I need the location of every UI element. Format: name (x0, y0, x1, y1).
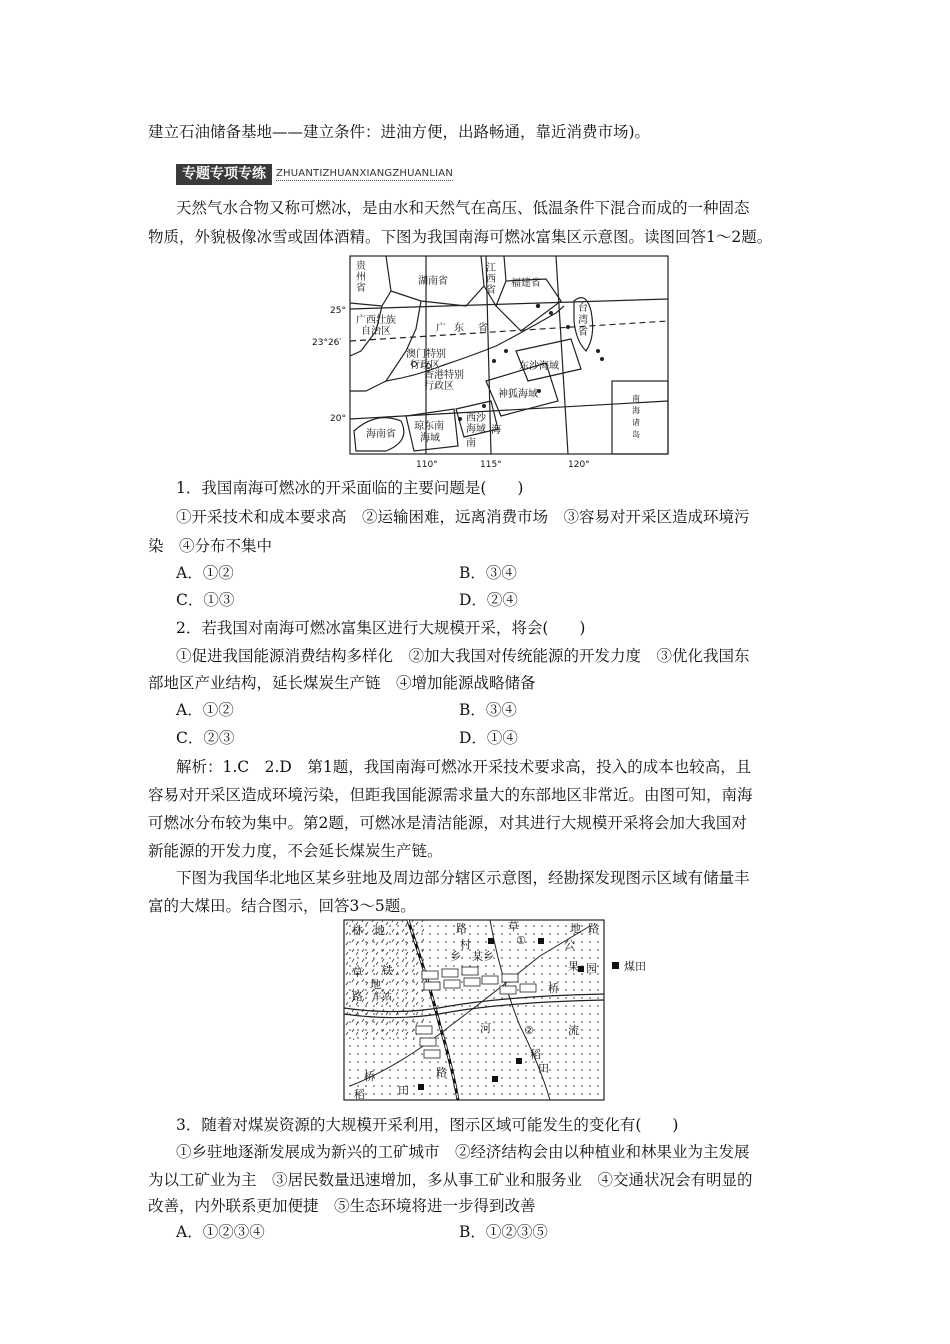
q2-choice-c: C．②③ (176, 729, 235, 747)
map1-inset-label: 诸 (632, 418, 640, 427)
banner-label: 专题专项专练 (176, 164, 272, 185)
map2-label: 草 (508, 920, 519, 933)
map2-label: 稻 (354, 1088, 365, 1101)
map2-label: 桥 (364, 1070, 375, 1083)
analysis-line1: 解析：1.C 2.D 第1题，我国南海可燃冰开采技术要求高，投入的成本也较高，且 (176, 758, 752, 776)
map1-label: 海域 (466, 424, 486, 435)
banner-subtitle: ZHUANTIZHUANXIANGZHUANLIAN (276, 167, 454, 179)
map1-label: 东沙海域 (519, 361, 559, 372)
passage2-line2: 富的大煤田。结合图示，回答3～5题。 (148, 897, 416, 915)
map1-label: 江 (486, 263, 496, 274)
lon-label: 110° (416, 460, 438, 470)
map2-label: 车站 (372, 992, 392, 1003)
lat-label: 25° (330, 306, 346, 316)
q1-choice-c: C．①③ (176, 591, 235, 609)
lon-label: 120° (568, 460, 590, 470)
analysis-line3: 可燃冰分布较为集中。第2题，可燃冰是清洁能源，对其进行大规模开采将会加大我国对 (148, 814, 747, 832)
analysis-line2: 容易对开采区造成环境污染，但距我国能源需求量大的东部地区非常近。由图可知，南海 (148, 786, 753, 804)
map1-label: 湖南省 (418, 276, 448, 287)
map1-label: 海南省 (366, 429, 396, 440)
map1-label: 东 (454, 323, 464, 334)
map1-label: 西 (486, 274, 496, 285)
map2-label: 林 (352, 924, 363, 937)
map2-label: 田 (398, 1084, 409, 1097)
map2-label: 流 (568, 1024, 579, 1037)
map1-inset-label: 岛 (632, 430, 640, 439)
passage2-line1: 下图为我国华北地区某乡驻地及周边部分辖区示意图，经勘探发现图示区域有储量丰 (176, 869, 750, 887)
map1-label: 海域 (420, 433, 440, 444)
map2-label: 地 (570, 922, 581, 935)
south-china-sea-map (306, 251, 676, 471)
q3-options-line2: 为以工矿业为主 ③居民数量迅速增加，多从事工矿业和服务业 ④交通状况会有明显的 (148, 1171, 753, 1189)
map1-label: 省 (478, 323, 488, 334)
passage1-line2: 物质，外貌极像冰雪或固体酒精。下图为我国南海可燃冰富集区示意图。读图回答1～2题。 (148, 228, 773, 246)
map2-label: 田 (538, 1062, 549, 1075)
map1-label: 贵 (356, 261, 366, 272)
map1-label: 澳门特别 (406, 349, 446, 360)
q2-choice-a: A．①② (176, 701, 234, 719)
map1-label: 西沙 (466, 413, 486, 424)
map1-label: 神狐海域 (498, 389, 538, 400)
q3-choice-b: B．①②③⑤ (459, 1223, 548, 1241)
map1-label: 琼东南 (414, 421, 444, 432)
q1-choice-d: D．②④ (459, 591, 518, 609)
map2-label: 桥 (548, 982, 559, 995)
map2-label: ② (524, 1024, 534, 1037)
q1-options-line1: ①开采技术和成本要求高 ②运输困难，远离消费市场 ③容易对开采区造成环境污 (176, 508, 750, 526)
map2-label: 路 (456, 922, 467, 935)
map1-label: 广西壮族 (356, 315, 396, 326)
map1-label: 湾 (578, 315, 588, 326)
q3-stem: 3．随着对煤炭资源的大规模开采利用，图示区域可能发生的变化有( ) (176, 1116, 679, 1134)
map1-label: 省 (486, 285, 496, 296)
map2-label: 稻 (530, 1048, 541, 1061)
map2-label: 某乡 (472, 950, 494, 963)
q1-options-line2: 染 ④分布不集中 (148, 537, 273, 555)
map2-label: 路 (588, 922, 599, 935)
map1-label: 南 (466, 438, 476, 449)
map2-label: 园 (586, 962, 597, 975)
passage1-line1: 天然气水合物又称可燃冰，是由水和天然气在高压、低温条件下混合而成的一种固态 (176, 199, 750, 217)
map2-label: 乡 (450, 950, 461, 963)
village-coalfield-map (340, 916, 670, 1106)
map1-inset-label: 南 (632, 394, 640, 403)
q2-choice-d: D．①④ (459, 729, 518, 747)
map2-label: 地 (374, 924, 385, 937)
map2-label: 河 (480, 1022, 491, 1035)
intro-line: 建立石油储备基地——建立条件：进油方便，出路畅通，靠近消费市场)。 (148, 123, 651, 141)
map1-label: 香港特别 (424, 370, 464, 381)
map1-inset-label: 海 (632, 406, 640, 415)
q1-stem: 1．我国南海可燃冰的开采面临的主要问题是( ) (176, 479, 524, 497)
map1-label: 省 (578, 327, 588, 338)
map2-label: 路 (436, 1066, 447, 1079)
q2-options-line2: 部地区产业结构，延长煤炭生产链 ④增加能源战略储备 (148, 674, 536, 692)
map2-label: 地 (370, 978, 381, 991)
map1-label: 行政区 (410, 360, 440, 371)
map1-label: 台 (578, 303, 588, 314)
map2-label: 村 (460, 938, 471, 951)
map1-label: 福建省 (511, 278, 541, 289)
map2-label: 路 (352, 990, 363, 1003)
map2-label: 果 (568, 960, 579, 973)
map2-label: ① (516, 934, 526, 947)
map1-label: 广 (436, 323, 446, 334)
q3-options-line3: 改善，内外联系更加便捷 ⑤生态环境将进一步得到改善 (148, 1197, 536, 1215)
q1-choice-a: A．①② (176, 564, 234, 582)
lat-label: 23°26′ (312, 338, 342, 348)
map1-label: 行政区 (424, 381, 454, 392)
map2-label: 铁 (382, 964, 393, 977)
map2-legend: 煤田 (624, 960, 646, 973)
analysis-line4: 新能源的开发力度，不会延长煤炭生产链。 (148, 842, 443, 860)
map1-label: 省 (356, 283, 366, 294)
map2-label: 公 (564, 938, 575, 951)
map1-label: 海 (491, 425, 501, 436)
q3-choice-a: A．①②③④ (176, 1223, 265, 1241)
lon-label: 115° (480, 460, 502, 470)
map1-label: 自治区 (361, 326, 391, 337)
q1-choice-b: B．③④ (459, 564, 517, 582)
q2-stem: 2．若我国对南海可燃冰富集区进行大规模开采，将会( ) (176, 619, 586, 637)
section-banner (176, 163, 453, 185)
map2-label: 草 (352, 966, 363, 979)
map1-label: 州 (356, 272, 366, 283)
q3-options-line1: ①乡驻地逐渐发展成为新兴的工矿城市 ②经济结构会由以种植业和林果业为主发展 (176, 1143, 750, 1161)
q2-choice-b: B．③④ (459, 701, 517, 719)
q2-options-line1: ①促进我国能源消费结构多样化 ②加大我国对传统能源的开发力度 ③优化我国东 (176, 647, 750, 665)
lat-label: 20° (330, 414, 346, 424)
